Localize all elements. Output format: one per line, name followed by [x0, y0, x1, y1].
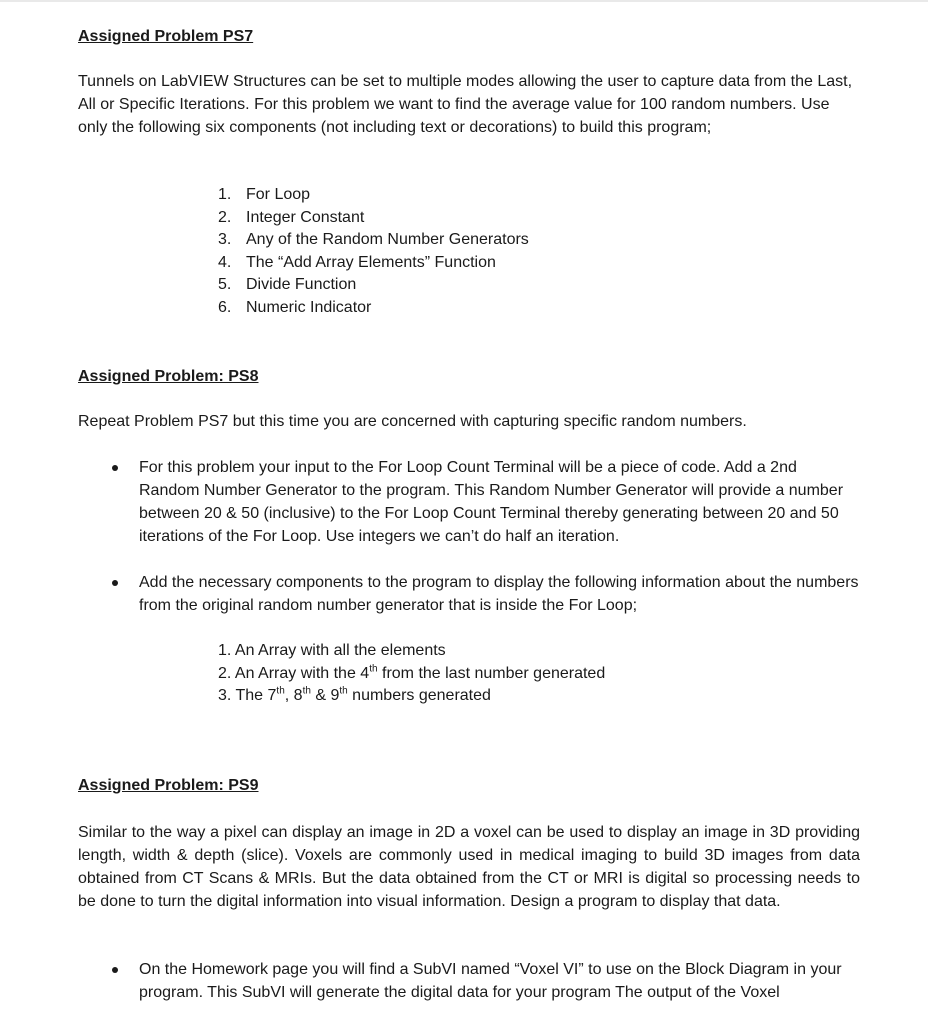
list-text: For Loop: [246, 186, 311, 203]
list-number: 6.: [218, 298, 232, 316]
superscript: th: [369, 663, 378, 675]
ps9-intro-paragraph: Similar to the way a pixel can display an image in 2D a voxel can be used to display an image in 3D providing length, width & depth (slice). Voxels are commonly used in medical imaging to build 3D images from data obtained from CT Scans & MRIs. But the data obtained from the CT or MRI is digital so processing needs to be done to turn the digital information into visual information. Design a program to display that data.: [78, 824, 860, 910]
list-number: 1.: [218, 186, 232, 203]
list-item: [218, 252, 529, 275]
list-text-part: , 8: [284, 687, 303, 705]
ps8-heading: Assigned Problem: PS8: [78, 368, 259, 385]
list-text-part: An Array with the 4: [234, 664, 370, 682]
list-item: [218, 640, 605, 663]
bullet-icon: [112, 465, 118, 471]
list-number: 5.: [218, 276, 232, 294]
list-item: [218, 685, 605, 708]
superscript: th: [339, 685, 348, 697]
list-number: 2.: [218, 208, 232, 226]
list-number: 1.: [218, 642, 232, 659]
list-item: [218, 207, 529, 230]
page-top-border: [0, 0, 928, 2]
superscript: th: [302, 685, 311, 697]
ps9-bullet-1-text: On the Homework page you will find a SubVI named “Voxel VI” to use on the Block Diagram in your program. This SubVI will generate the digital data for your program The output of the Voxel: [139, 961, 842, 1001]
ps8-display-list: [218, 640, 605, 708]
list-item: [218, 663, 605, 686]
list-text: Any of the Random Number Generators: [246, 231, 529, 249]
ps7-components-list: [218, 184, 529, 320]
bullet-icon: [112, 967, 118, 973]
bullet-icon: [112, 580, 118, 586]
list-text: Integer Constant: [246, 208, 365, 226]
list-text-part: numbers generated: [347, 687, 491, 705]
list-item: [218, 184, 529, 207]
ps8-bullet-2-text: Add the necessary components to the program to display the following information about the numbers from the original random number generator that is inside the For Loop;: [139, 574, 859, 614]
list-number: 3.: [218, 687, 232, 705]
list-text: Divide Function: [246, 276, 357, 294]
list-text-part: from the last number generated: [377, 664, 606, 682]
ps8-intro-paragraph: Repeat Problem PS7 but this time you are concerned with capturing specific random numbers.: [78, 413, 747, 430]
list-text: Numeric Indicator: [246, 298, 372, 316]
ps7-intro-paragraph: Tunnels on LabVIEW Structures can be set to multiple modes allowing the user to capture data from the Last, All or Specific Iterations. For this problem we want to find the average value for 100 random numbers. Use only the following six components (not including text or decorations) to build this program;: [78, 73, 853, 136]
list-item: [218, 274, 529, 297]
list-item: [218, 229, 529, 252]
ps9-heading: Assigned Problem: PS9: [78, 777, 259, 794]
list-item: [218, 297, 529, 320]
list-text-part: The 7: [235, 687, 277, 705]
ps7-heading: Assigned Problem PS7: [78, 28, 254, 45]
list-number: 3.: [218, 231, 232, 249]
list-number: 2.: [218, 664, 232, 682]
superscript: th: [276, 685, 285, 697]
ps8-bullet-1-text: For this problem your input to the For Loop Count Terminal will be a piece of code. Add a 2nd Random Number Generator to the program. This Random Number Generator will provide a number between 20 & 50 (inclusive) to the For Loop Count Terminal thereby generating between 20 and 50 iterations of the For Loop. Use integers we can’t do half an iteration.: [139, 459, 844, 545]
list-text-part: & 9: [310, 687, 340, 705]
list-text: The “Add Array Elements” Function: [246, 253, 496, 271]
list-text: An Array with all the elements: [234, 642, 446, 659]
list-number: 4.: [218, 253, 232, 271]
